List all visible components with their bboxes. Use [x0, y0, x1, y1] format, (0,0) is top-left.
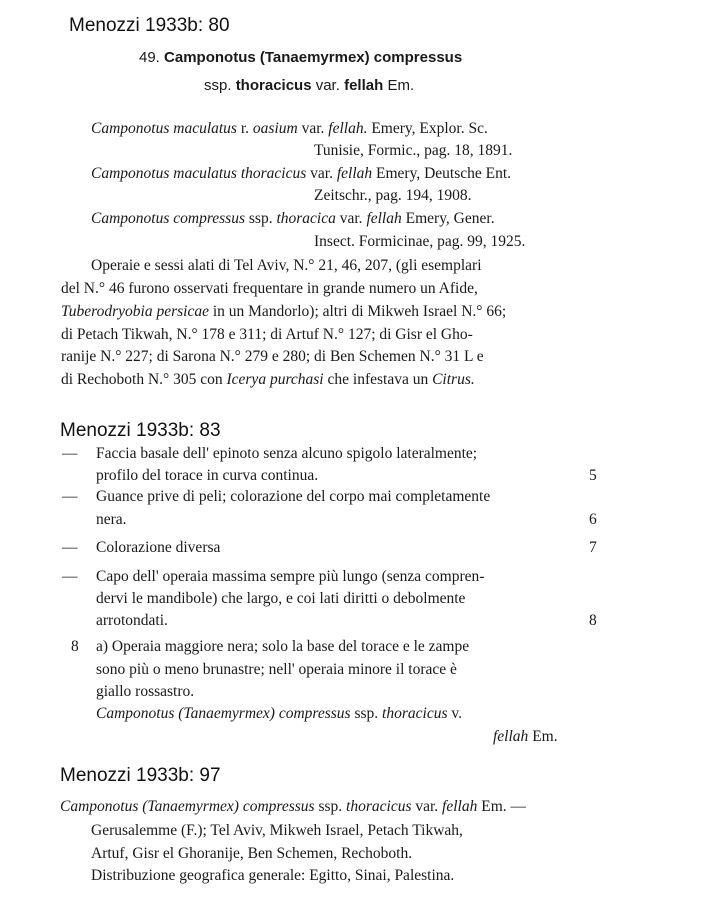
para-line-1: Operaie e sessi alati di Tel Aviv, N.° 21, 46, 207, (gli esemplari	[91, 257, 482, 274]
key-4-line-3: arrotondati.	[96, 612, 168, 629]
section-label-83: Menozzi 1933b: 83	[60, 420, 221, 441]
para-line-3: Tuberodryobia persicae in un Mandorlo); altri di Mikweh Israel N.° 66;	[61, 303, 507, 320]
citation-1-line-1: Camponotus maculatus r. oasium var. fellah. Emery, Explor. Sc.	[91, 120, 488, 137]
key-4-line-1: Capo dell' operaia massima sempre più lungo (senza compren-	[96, 568, 485, 585]
key-dash-2: —	[62, 488, 78, 505]
species-genus: Camponotus (Tanaemyrmex) compressus	[164, 49, 463, 66]
species-number: 49.	[139, 49, 160, 66]
key-2-line-1: Guance prive di peli; colorazione del corpo mai completamente	[96, 488, 491, 505]
distribution-line-4: Distribuzione geografica generale: Egitto, Sinai, Palestina.	[91, 867, 455, 884]
key-5-line-3: giallo rossastro.	[96, 683, 195, 700]
distribution-line-2: Gerusalemme (F.); Tel Aviv, Mikweh Israel, Petach Tikwah,	[91, 822, 463, 839]
key-5-line-4: Camponotus (Tanaemyrmex) compressus ssp. thoracicus v.	[96, 705, 462, 722]
species-subheading	[204, 76, 414, 96]
citation-3-line-1: Camponotus compressus ssp. thoracica var. fellah Emery, Gener.	[91, 210, 495, 227]
section-label-80: Menozzi 1933b: 80	[69, 15, 230, 36]
para-line-2: del N.° 46 furono osservati frequentare in grande numero un Afide,	[61, 280, 478, 297]
key-2-number: 6	[589, 511, 597, 528]
citation-2-line-2: Zeitschr., pag. 194, 1908.	[314, 187, 472, 204]
key-3-number: 7	[589, 539, 597, 556]
key-1-line-1: Faccia basale dell' epinoto senza alcuno spigolo lateralmente;	[96, 445, 478, 462]
var-prefix: var.	[315, 77, 340, 94]
var-name: fellah	[344, 77, 384, 94]
citation-3-line-2: Insect. Formicinae, pag. 99, 1925.	[314, 233, 526, 250]
citation-1-line-2: Tunisie, Formic., pag. 18, 1891.	[314, 142, 513, 159]
key-dash-3: —	[62, 539, 78, 556]
key-5-line-2: sono più o meno brunastre; nell' operaia minore il torace è	[96, 661, 457, 678]
key-1-line-2: profilo del torace in curva continua.	[96, 467, 319, 484]
key-3-line-1: Colorazione diversa	[96, 539, 221, 556]
key-2-line-2: nera.	[96, 511, 127, 528]
key-4-number: 8	[589, 612, 597, 629]
distribution-line-3: Artuf, Gisr el Ghoranije, Ben Schemen, Rechoboth.	[91, 845, 413, 862]
key-5-number: 8	[71, 638, 79, 655]
distribution-line-1: Camponotus (Tanaemyrmex) compressus ssp. thoracicus var. fellah Em. —	[60, 798, 527, 815]
para-line-5: ranije N.° 227; di Sarona N.° 279 e 280; di Ben Schemen N.° 31 L e	[61, 348, 484, 365]
key-5-line-5: fellah Em.	[493, 728, 558, 745]
key-1-number: 5	[589, 467, 597, 484]
key-dash-1: —	[62, 445, 78, 462]
citation-2-line-1: Camponotus maculatus thoracicus var. fellah Emery, Deutsche Ent.	[91, 165, 512, 182]
key-dash-4: —	[62, 568, 78, 585]
ssp-prefix: ssp.	[204, 77, 232, 94]
para-line-6: di Rechoboth N.° 305 con Icerya purchasi che infestava un Citrus.	[61, 371, 475, 388]
key-4-line-2: dervi le mandibole) che largo, e coi lati diritti o debolmente	[96, 590, 466, 607]
section-label-97: Menozzi 1933b: 97	[60, 765, 221, 786]
key-5-line-1: a) Operaia maggiore nera; solo la base del torace e le zampe	[96, 638, 470, 655]
author: Em.	[387, 77, 415, 94]
para-line-4: di Petach Tikwah, N.° 178 e 311; di Artuf N.° 127; di Gisr el Gho-	[61, 326, 473, 343]
ssp-name: thoracicus	[235, 77, 312, 94]
species-heading	[139, 48, 462, 68]
